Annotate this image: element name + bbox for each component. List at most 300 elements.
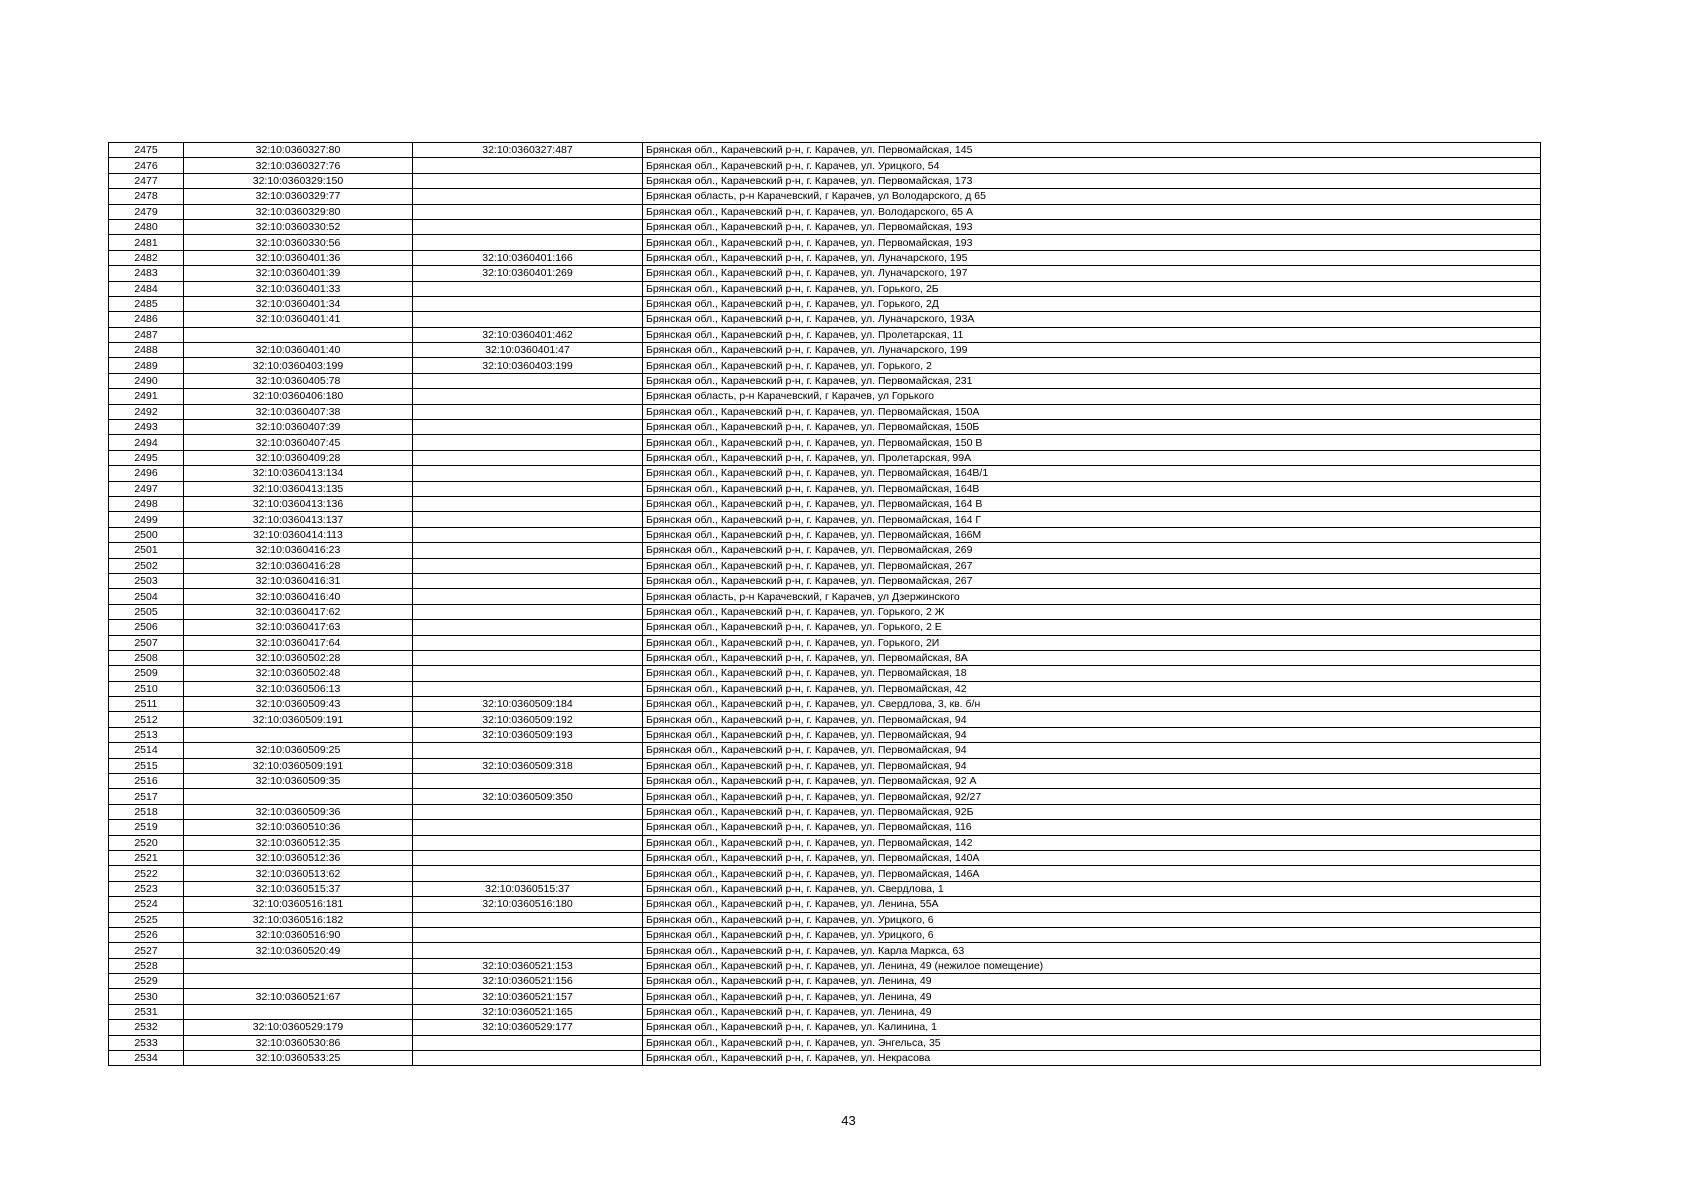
row-number-cell: 2493 [109,420,184,435]
table-row [109,743,1541,758]
address-cell: Брянская обл., Карачевский р-н, г. Карачев, ул. Ленина, 55А [643,897,1541,912]
address-cell: Брянская обл., Карачевский р-н, г. Карачев, ул. Первомайская, 92/27 [643,789,1541,804]
building-cadastral-number-cell [413,635,643,650]
row-number-cell: 2514 [109,743,184,758]
table-row [109,266,1541,281]
row-number-cell: 2494 [109,435,184,450]
table-row [109,820,1541,835]
address-cell: Брянская обл., Карачевский р-н, г. Карачев, ул. Первомайская, 164В [643,481,1541,496]
land-cadastral-number-cell: 32:10:0360406:180 [184,389,413,404]
row-number-cell: 2528 [109,958,184,973]
building-cadastral-number-cell: 32:10:0360521:157 [413,989,643,1004]
address-cell: Брянская обл., Карачевский р-н, г. Карачев, ул. Пролетарская, 11 [643,327,1541,342]
building-cadastral-number-cell: 32:10:0360401:47 [413,343,643,358]
address-cell: Брянская обл., Карачевский р-н, г. Карачев, ул. Горького, 2 [643,358,1541,373]
land-cadastral-number-cell: 32:10:0360416:23 [184,543,413,558]
row-number-cell: 2482 [109,250,184,265]
address-cell: Брянская обл., Карачевский р-н, г. Карачев, ул. Первомайская, 146А [643,866,1541,881]
address-cell: Брянская обл., Карачевский р-н, г. Карачев, ул. Первомайская, 18 [643,666,1541,681]
row-number-cell: 2505 [109,604,184,619]
address-cell: Брянская обл., Карачевский р-н, г. Карачев, ул. Энгельса, 35 [643,1035,1541,1050]
building-cadastral-number-cell: 32:10:0360521:156 [413,974,643,989]
building-cadastral-number-cell [413,481,643,496]
row-number-cell: 2519 [109,820,184,835]
address-cell: Брянская обл., Карачевский р-н, г. Карачев, ул. Свердлова, 3, кв. б/н [643,697,1541,712]
land-cadastral-number-cell: 32:10:0360403:199 [184,358,413,373]
table-row [109,435,1541,450]
table-row [109,758,1541,773]
table-row [109,143,1541,158]
land-cadastral-number-cell: 32:10:0360509:25 [184,743,413,758]
address-cell: Брянская обл., Карачевский р-н, г. Карачев, ул. Первомайская, 164В/1 [643,466,1541,481]
land-cadastral-number-cell: 32:10:0360330:52 [184,219,413,234]
land-cadastral-number-cell: 32:10:0360509:35 [184,774,413,789]
land-cadastral-number-cell: 32:10:0360520:49 [184,943,413,958]
building-cadastral-number-cell [413,373,643,388]
row-number-cell: 2527 [109,943,184,958]
table-row [109,466,1541,481]
table-row [109,650,1541,665]
row-number-cell: 2485 [109,296,184,311]
address-cell: Брянская обл., Карачевский р-н, г. Карачев, ул. Первомайская, 8А [643,650,1541,665]
building-cadastral-number-cell [413,527,643,542]
table-row [109,496,1541,511]
table-row [109,589,1541,604]
address-cell: Брянская обл., Карачевский р-н, г. Карачев, ул. Урицкого, 6 [643,912,1541,927]
address-cell: Брянская обл., Карачевский р-н, г. Карачев, ул. Первомайская, 164 Г [643,512,1541,527]
land-cadastral-number-cell: 32:10:0360327:80 [184,143,413,158]
row-number-cell: 2481 [109,235,184,250]
land-cadastral-number-cell: 32:10:0360417:62 [184,604,413,619]
land-cadastral-number-cell: 32:10:0360329:80 [184,204,413,219]
land-cadastral-number-cell: 32:10:0360516:182 [184,912,413,927]
building-cadastral-number-cell: 32:10:0360521:165 [413,1004,643,1019]
address-cell: Брянская обл., Карачевский р-н, г. Карачев, ул. Карла Маркса, 63 [643,943,1541,958]
row-number-cell: 2529 [109,974,184,989]
address-cell: Брянская обл., Карачевский р-н, г. Карачев, ул. Ленина, 49 [643,974,1541,989]
land-cadastral-number-cell: 32:10:0360512:36 [184,850,413,865]
table-row [109,958,1541,973]
land-cadastral-number-cell: 32:10:0360330:56 [184,235,413,250]
row-number-cell: 2518 [109,804,184,819]
land-cadastral-number-cell: 32:10:0360417:63 [184,620,413,635]
table-row [109,158,1541,173]
address-cell: Брянская обл., Карачевский р-н, г. Карачев, ул. Ленина, 49 (нежилое помещение) [643,958,1541,973]
row-number-cell: 2531 [109,1004,184,1019]
building-cadastral-number-cell [413,620,643,635]
address-cell: Брянская обл., Карачевский р-н, г. Карачев, ул. Горького, 2 Е [643,620,1541,635]
address-cell: Брянская обл., Карачевский р-н, г. Карачев, ул. Первомайская, 140А [643,850,1541,865]
address-cell: Брянская обл., Карачевский р-н, г. Карачев, ул. Свердлова, 1 [643,881,1541,896]
table-row [109,281,1541,296]
building-cadastral-number-cell: 32:10:0360509:318 [413,758,643,773]
row-number-cell: 2515 [109,758,184,773]
table-row [109,989,1541,1004]
address-cell: Брянская обл., Карачевский р-н, г. Карачев, ул. Первомайская, 267 [643,573,1541,588]
row-number-cell: 2530 [109,989,184,1004]
row-number-cell: 2511 [109,697,184,712]
row-number-cell: 2489 [109,358,184,373]
land-cadastral-number-cell: 32:10:0360401:33 [184,281,413,296]
address-cell: Брянская обл., Карачевский р-н, г. Карачев, ул. Первомайская, 42 [643,681,1541,696]
address-cell: Брянская обл., Карачевский р-н, г. Карачев, ул. Первомайская, 94 [643,727,1541,742]
row-number-cell: 2526 [109,927,184,942]
building-cadastral-number-cell [413,650,643,665]
address-cell: Брянская обл., Карачевский р-н, г. Карачев, ул. Первомайская, 116 [643,820,1541,835]
table-row [109,558,1541,573]
address-cell: Брянская обл., Карачевский р-н, г. Карачев, ул. Луначарского, 195 [643,250,1541,265]
table-row [109,358,1541,373]
building-cadastral-number-cell [413,466,643,481]
address-cell: Брянская обл., Карачевский р-н, г. Карачев, ул. Горького, 2Б [643,281,1541,296]
address-cell: Брянская обл., Карачевский р-н, г. Карачев, ул. Первомайская, 166М [643,527,1541,542]
row-number-cell: 2522 [109,866,184,881]
building-cadastral-number-cell [413,204,643,219]
table-row [109,789,1541,804]
row-number-cell: 2475 [109,143,184,158]
building-cadastral-number-cell: 32:10:0360509:192 [413,712,643,727]
table-row [109,250,1541,265]
building-cadastral-number-cell [413,435,643,450]
address-cell: Брянская обл., Карачевский р-н, г. Карачев, ул. Луначарского, 193А [643,312,1541,327]
table-row [109,527,1541,542]
building-cadastral-number-cell [413,404,643,419]
building-cadastral-number-cell [413,1035,643,1050]
address-cell: Брянская обл., Карачевский р-н, г. Карачев, ул. Первомайская, 173 [643,173,1541,188]
land-cadastral-number-cell: 32:10:0360413:134 [184,466,413,481]
land-cadastral-number-cell: 32:10:0360516:181 [184,897,413,912]
address-cell: Брянская обл., Карачевский р-н, г. Карачев, ул. Первомайская, 193 [643,235,1541,250]
land-cadastral-number-cell: 32:10:0360414:113 [184,527,413,542]
building-cadastral-number-cell [413,389,643,404]
building-cadastral-number-cell [413,804,643,819]
row-number-cell: 2524 [109,897,184,912]
land-cadastral-number-cell: 32:10:0360515:37 [184,881,413,896]
building-cadastral-number-cell [413,604,643,619]
building-cadastral-number-cell: 32:10:0360403:199 [413,358,643,373]
table-row [109,881,1541,896]
building-cadastral-number-cell: 32:10:0360529:177 [413,1020,643,1035]
table-row [109,850,1541,865]
address-cell: Брянская область, р-н Карачевский, г Карачев, ул Дзержинского [643,589,1541,604]
row-number-cell: 2510 [109,681,184,696]
row-number-cell: 2525 [109,912,184,927]
address-cell: Брянская область, р-н Карачевский, г Карачев, ул Володарского, д 65 [643,189,1541,204]
table-row [109,697,1541,712]
address-cell: Брянская обл., Карачевский р-н, г. Карачев, ул. Луначарского, 199 [643,343,1541,358]
land-cadastral-number-cell: 32:10:0360509:43 [184,697,413,712]
building-cadastral-number-cell [413,189,643,204]
address-cell: Брянская обл., Карачевский р-н, г. Карачев, ул. Ленина, 49 [643,989,1541,1004]
address-cell: Брянская обл., Карачевский р-н, г. Карачев, ул. Первомайская, 193 [643,219,1541,234]
address-cell: Брянская обл., Карачевский р-н, г. Карачев, ул. Первомайская, 150А [643,404,1541,419]
row-number-cell: 2506 [109,620,184,635]
row-number-cell: 2502 [109,558,184,573]
building-cadastral-number-cell [413,589,643,604]
address-cell: Брянская область, р-н Карачевский, г Карачев, ул Горького [643,389,1541,404]
building-cadastral-number-cell [413,173,643,188]
row-number-cell: 2498 [109,496,184,511]
building-cadastral-number-cell: 32:10:0360509:350 [413,789,643,804]
land-cadastral-number-cell: 32:10:0360416:31 [184,573,413,588]
building-cadastral-number-cell [413,866,643,881]
building-cadastral-number-cell [413,666,643,681]
building-cadastral-number-cell: 32:10:0360327:487 [413,143,643,158]
building-cadastral-number-cell [413,496,643,511]
row-number-cell: 2484 [109,281,184,296]
land-cadastral-number-cell: 32:10:0360516:90 [184,927,413,942]
address-cell: Брянская обл., Карачевский р-н, г. Карачев, ул. Первомайская, 150Б [643,420,1541,435]
land-cadastral-number-cell: 32:10:0360407:38 [184,404,413,419]
table-row [109,204,1541,219]
address-cell: Брянская обл., Карачевский р-н, г. Карачев, ул. Ленина, 49 [643,1004,1541,1019]
building-cadastral-number-cell [413,219,643,234]
table-row [109,512,1541,527]
building-cadastral-number-cell [413,912,643,927]
table-row [109,1051,1541,1066]
table-row [109,604,1541,619]
land-cadastral-number-cell: 32:10:0360513:62 [184,866,413,881]
land-cadastral-number-cell: 32:10:0360407:45 [184,435,413,450]
table-row [109,189,1541,204]
building-cadastral-number-cell: 32:10:0360509:184 [413,697,643,712]
row-number-cell: 2517 [109,789,184,804]
row-number-cell: 2523 [109,881,184,896]
building-cadastral-number-cell [413,835,643,850]
address-cell: Брянская обл., Карачевский р-н, г. Карачев, ул. Первомайская, 269 [643,543,1541,558]
table-row [109,296,1541,311]
table-row [109,897,1541,912]
building-cadastral-number-cell: 32:10:0360521:153 [413,958,643,973]
land-cadastral-number-cell [184,974,413,989]
address-cell: Брянская обл., Карачевский р-н, г. Карачев, ул. Первомайская, 94 [643,712,1541,727]
row-number-cell: 2477 [109,173,184,188]
land-cadastral-number-cell: 32:10:0360416:40 [184,589,413,604]
land-cadastral-number-cell: 32:10:0360413:135 [184,481,413,496]
building-cadastral-number-cell [413,943,643,958]
land-cadastral-number-cell [184,327,413,342]
building-cadastral-number-cell [413,235,643,250]
row-number-cell: 2507 [109,635,184,650]
table-row [109,543,1541,558]
table-row [109,373,1541,388]
land-cadastral-number-cell: 32:10:0360401:36 [184,250,413,265]
table-row [109,943,1541,958]
table-row [109,835,1541,850]
address-cell: Брянская обл., Карачевский р-н, г. Карачев, ул. Калинина, 1 [643,1020,1541,1035]
building-cadastral-number-cell: 32:10:0360515:37 [413,881,643,896]
building-cadastral-number-cell [413,743,643,758]
row-number-cell: 2499 [109,512,184,527]
land-cadastral-number-cell: 32:10:0360512:35 [184,835,413,850]
page-number: 43 [841,1113,856,1128]
address-cell: Брянская обл., Карачевский р-н, г. Карачев, ул. Пролетарская, 99А [643,450,1541,465]
table-row [109,681,1541,696]
address-cell: Брянская обл., Карачевский р-н, г. Карачев, ул. Урицкого, 6 [643,927,1541,942]
address-cell: Брянская обл., Карачевский р-н, г. Карачев, ул. Первомайская, 150 В [643,435,1541,450]
land-cadastral-number-cell: 32:10:0360401:39 [184,266,413,281]
address-cell: Брянская обл., Карачевский р-н, г. Карачев, ул. Первомайская, 267 [643,558,1541,573]
land-cadastral-number-cell [184,727,413,742]
row-number-cell: 2521 [109,850,184,865]
row-number-cell: 2512 [109,712,184,727]
registry-table-body [109,143,1541,1066]
building-cadastral-number-cell [413,450,643,465]
table-row [109,727,1541,742]
land-cadastral-number-cell: 32:10:0360417:64 [184,635,413,650]
building-cadastral-number-cell [413,558,643,573]
table-row [109,635,1541,650]
table-row [109,774,1541,789]
row-number-cell: 2476 [109,158,184,173]
row-number-cell: 2509 [109,666,184,681]
building-cadastral-number-cell [413,573,643,588]
address-cell: Брянская обл., Карачевский р-н, г. Карачев, ул. Первомайская, 145 [643,143,1541,158]
building-cadastral-number-cell [413,774,643,789]
address-cell: Брянская обл., Карачевский р-н, г. Карачев, ул. Первомайская, 94 [643,743,1541,758]
land-cadastral-number-cell: 32:10:0360401:40 [184,343,413,358]
address-cell: Брянская обл., Карачевский р-н, г. Карачев, ул. Володарского, 65 А [643,204,1541,219]
address-cell: Брянская обл., Карачевский р-н, г. Карачев, ул. Некрасова [643,1051,1541,1066]
land-cadastral-number-cell: 32:10:0360509:191 [184,758,413,773]
row-number-cell: 2492 [109,404,184,419]
table-row [109,312,1541,327]
address-cell: Брянская обл., Карачевский р-н, г. Карачев, ул. Урицкого, 54 [643,158,1541,173]
row-number-cell: 2501 [109,543,184,558]
address-cell: Брянская обл., Карачевский р-н, г. Карачев, ул. Горького, 2Д [643,296,1541,311]
row-number-cell: 2534 [109,1051,184,1066]
row-number-cell: 2520 [109,835,184,850]
table-row [109,343,1541,358]
building-cadastral-number-cell: 32:10:0360509:193 [413,727,643,742]
building-cadastral-number-cell: 32:10:0360516:180 [413,897,643,912]
row-number-cell: 2508 [109,650,184,665]
address-cell: Брянская обл., Карачевский р-н, г. Карачев, ул. Первомайская, 231 [643,373,1541,388]
land-cadastral-number-cell: 32:10:0360413:137 [184,512,413,527]
building-cadastral-number-cell: 32:10:0360401:269 [413,266,643,281]
row-number-cell: 2504 [109,589,184,604]
address-cell: Брянская обл., Карачевский р-н, г. Карачев, ул. Первомайская, 92Б [643,804,1541,819]
land-cadastral-number-cell: 32:10:0360521:67 [184,989,413,1004]
table-row [109,1035,1541,1050]
registry-table [108,142,1541,1066]
land-cadastral-number-cell: 32:10:0360401:34 [184,296,413,311]
land-cadastral-number-cell: 32:10:0360329:77 [184,189,413,204]
table-row [109,712,1541,727]
row-number-cell: 2500 [109,527,184,542]
land-cadastral-number-cell: 32:10:0360409:28 [184,450,413,465]
building-cadastral-number-cell [413,820,643,835]
row-number-cell: 2513 [109,727,184,742]
table-row [109,620,1541,635]
table-row [109,974,1541,989]
building-cadastral-number-cell [413,681,643,696]
land-cadastral-number-cell: 32:10:0360509:191 [184,712,413,727]
row-number-cell: 2488 [109,343,184,358]
land-cadastral-number-cell: 32:10:0360413:136 [184,496,413,511]
table-row [109,235,1541,250]
row-number-cell: 2497 [109,481,184,496]
land-cadastral-number-cell: 32:10:0360407:39 [184,420,413,435]
table-row [109,389,1541,404]
land-cadastral-number-cell [184,958,413,973]
building-cadastral-number-cell [413,420,643,435]
building-cadastral-number-cell [413,281,643,296]
land-cadastral-number-cell: 32:10:0360416:28 [184,558,413,573]
building-cadastral-number-cell: 32:10:0360401:166 [413,250,643,265]
row-number-cell: 2483 [109,266,184,281]
table-row [109,420,1541,435]
land-cadastral-number-cell: 32:10:0360327:76 [184,158,413,173]
table-row [109,450,1541,465]
building-cadastral-number-cell [413,512,643,527]
row-number-cell: 2478 [109,189,184,204]
land-cadastral-number-cell: 32:10:0360502:28 [184,650,413,665]
building-cadastral-number-cell [413,1051,643,1066]
table-row [109,219,1541,234]
building-cadastral-number-cell: 32:10:0360401:462 [413,327,643,342]
row-number-cell: 2486 [109,312,184,327]
row-number-cell: 2532 [109,1020,184,1035]
address-cell: Брянская обл., Карачевский р-н, г. Карачев, ул. Первомайская, 142 [643,835,1541,850]
land-cadastral-number-cell: 32:10:0360502:48 [184,666,413,681]
address-cell: Брянская обл., Карачевский р-н, г. Карачев, ул. Первомайская, 94 [643,758,1541,773]
address-cell: Брянская обл., Карачевский р-н, г. Карачев, ул. Горького, 2И [643,635,1541,650]
land-cadastral-number-cell: 32:10:0360506:13 [184,681,413,696]
table-row [109,327,1541,342]
building-cadastral-number-cell [413,927,643,942]
row-number-cell: 2495 [109,450,184,465]
table-row [109,804,1541,819]
row-number-cell: 2487 [109,327,184,342]
row-number-cell: 2479 [109,204,184,219]
land-cadastral-number-cell: 32:10:0360533:25 [184,1051,413,1066]
table-row [109,666,1541,681]
building-cadastral-number-cell [413,543,643,558]
table-row [109,481,1541,496]
building-cadastral-number-cell [413,158,643,173]
land-cadastral-number-cell [184,789,413,804]
land-cadastral-number-cell: 32:10:0360405:78 [184,373,413,388]
building-cadastral-number-cell [413,850,643,865]
land-cadastral-number-cell [184,1004,413,1019]
address-cell: Брянская обл., Карачевский р-н, г. Карачев, ул. Луначарского, 197 [643,266,1541,281]
row-number-cell: 2516 [109,774,184,789]
table-row [109,404,1541,419]
row-number-cell: 2490 [109,373,184,388]
land-cadastral-number-cell: 32:10:0360329:150 [184,173,413,188]
land-cadastral-number-cell: 32:10:0360509:36 [184,804,413,819]
row-number-cell: 2496 [109,466,184,481]
row-number-cell: 2491 [109,389,184,404]
address-cell: Брянская обл., Карачевский р-н, г. Карачев, ул. Первомайская, 92 А [643,774,1541,789]
land-cadastral-number-cell: 32:10:0360401:41 [184,312,413,327]
building-cadastral-number-cell [413,312,643,327]
table-row [109,866,1541,881]
land-cadastral-number-cell: 32:10:0360530:86 [184,1035,413,1050]
table-row [109,927,1541,942]
address-cell: Брянская обл., Карачевский р-н, г. Карачев, ул. Горького, 2 Ж [643,604,1541,619]
table-row [109,1004,1541,1019]
table-row [109,173,1541,188]
table-row [109,573,1541,588]
row-number-cell: 2503 [109,573,184,588]
address-cell: Брянская обл., Карачевский р-н, г. Карачев, ул. Первомайская, 164 В [643,496,1541,511]
land-cadastral-number-cell: 32:10:0360510:36 [184,820,413,835]
building-cadastral-number-cell [413,296,643,311]
row-number-cell: 2480 [109,219,184,234]
table-row [109,1020,1541,1035]
